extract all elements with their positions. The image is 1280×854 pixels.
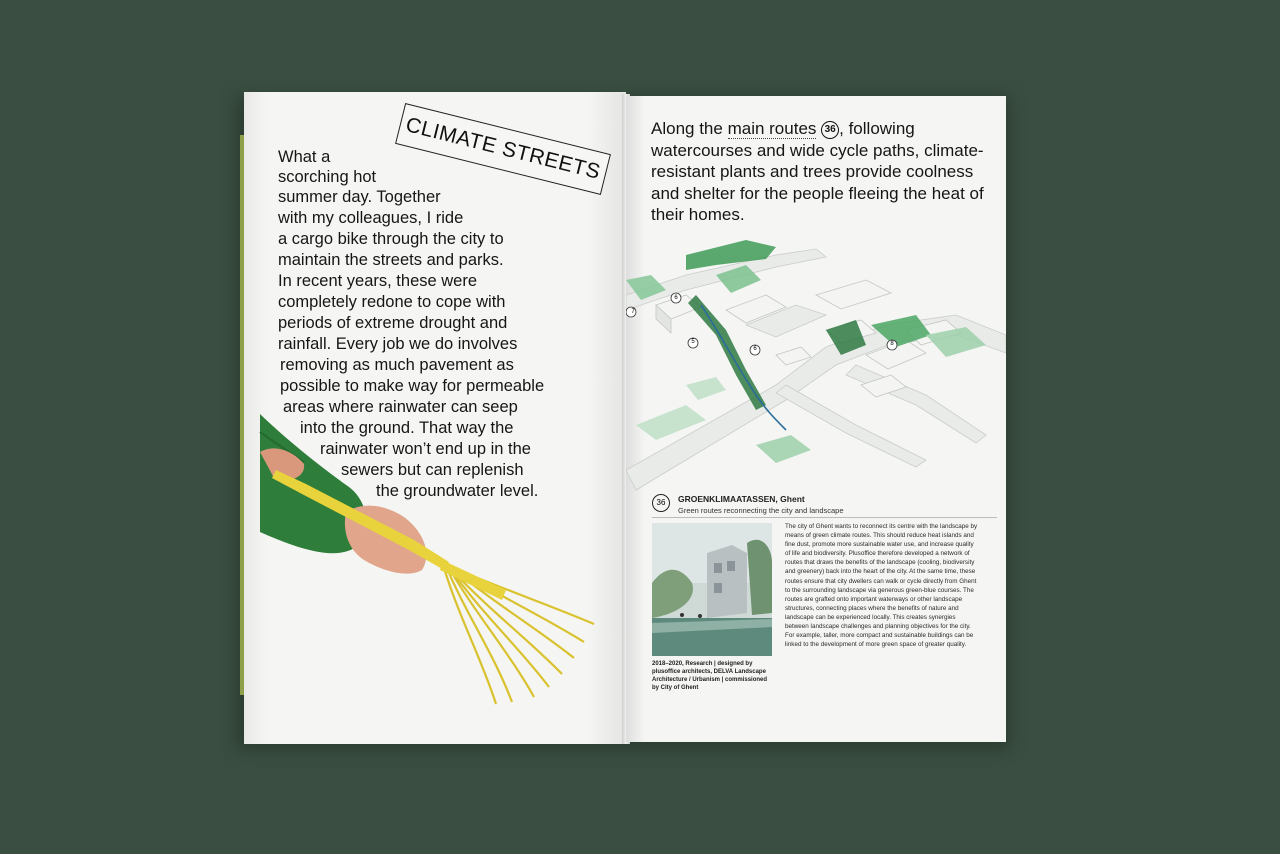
intro-paragraph xyxy=(651,118,991,226)
story-line: rainwater won’t end up in the xyxy=(320,440,531,458)
section-heading: CLIMATE STREETS xyxy=(403,113,603,184)
project-title: GROENKLIMAATASSEN, Ghent xyxy=(678,494,805,504)
story-line: summer day. Together xyxy=(278,188,441,206)
divider xyxy=(652,517,997,518)
project-body: The city of Ghent wants to reconnect its centre with the landscape by means of green climate routes. This should reduce heat islands and fine dust, promote more sustainable water use, and increase quality of life and biodiversity. Plusoffice therefore developed a network of routes that draws the benefits of the landscape (cooling, biodiversity and greenery) back into the heart of the city. At the same time, these routes ensure that city dwellers can walk or cycle directly from Ghent to the surrounding landscape via generous green-blue courses. The routes are grafted onto important waterways or other landscape structures, connecting places where the benefits of nature and landscape can be experienced locally. This creates synergies between landscape challenges and planning objectives for the city. For example, taller, more compact and sustainable buildings can be linked to the development of more green space of greater quality. xyxy=(785,523,978,649)
story-line: possible to make way for permeable xyxy=(280,377,545,395)
story-line: What a xyxy=(278,148,331,166)
project-subtitle: Green routes reconnecting the city and landscape xyxy=(678,506,844,515)
story-line: scorching hot xyxy=(278,168,377,186)
map-marker: 6 xyxy=(674,295,678,301)
intro-after: , following watercourses and wide cycle paths, climate-resistant plants and trees provide coolness and shelter for the people fleeing the heat of their homes. xyxy=(651,119,984,224)
map-marker: 5 xyxy=(691,339,695,345)
story-line: completely redone to cope with xyxy=(278,293,506,311)
map-marker: 7 xyxy=(631,309,635,315)
project-number: 36 xyxy=(652,494,670,512)
map-marker: 6 xyxy=(753,346,757,352)
story-line: rainfall. Every job we do involves xyxy=(278,335,518,353)
project-caption: 2018–2020, Research | designed by plusoffice architects, DELVA Landscape Architecture / Urbanism | commissioned by City of Ghent xyxy=(652,661,768,691)
page-edge xyxy=(240,135,244,695)
reference-number: 36 xyxy=(821,121,839,139)
story-line: In recent years, these were xyxy=(278,272,478,290)
story-line: removing as much pavement as xyxy=(280,356,514,374)
story-line: maintain the streets and parks. xyxy=(278,251,504,269)
story-line: the groundwater level. xyxy=(376,482,539,500)
project-photo xyxy=(652,523,772,656)
story-line: sewers but can replenish xyxy=(341,461,524,479)
story-line: periods of extreme drought and xyxy=(278,314,508,332)
map-marker: 8 xyxy=(890,341,894,347)
story-line: a cargo bike through the city to xyxy=(278,230,504,248)
isometric-route-map xyxy=(626,235,1006,495)
story-line: into the ground. That way the xyxy=(300,419,514,437)
story-line: areas where rainwater can seep xyxy=(283,398,518,416)
story-line: with my colleagues, I ride xyxy=(278,209,464,227)
main-routes-link: main routes xyxy=(727,119,817,138)
intro-before: Along the xyxy=(651,119,723,138)
